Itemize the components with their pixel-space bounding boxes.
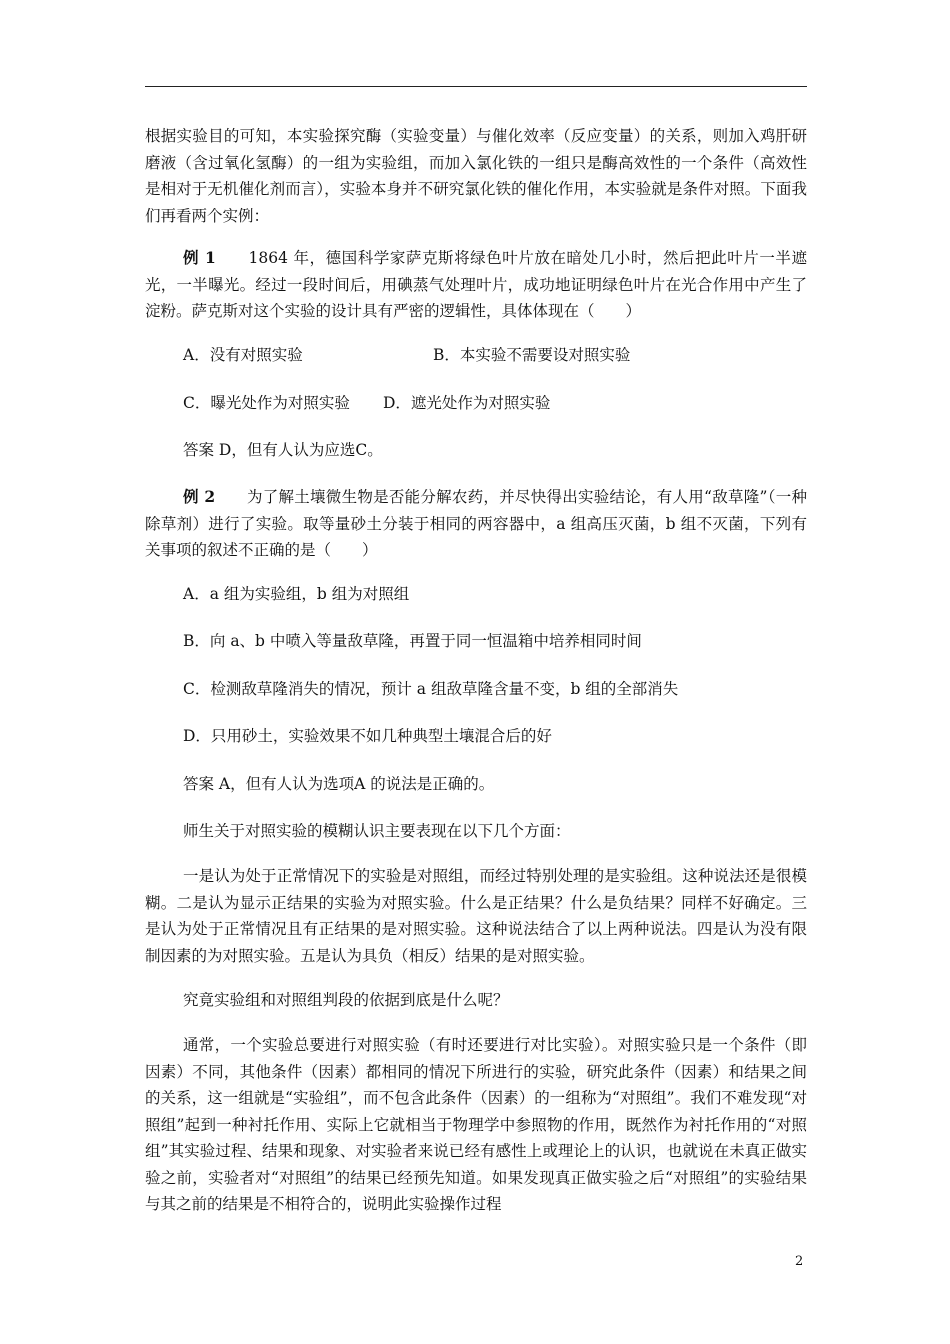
example2-answer: 答案 A，但有人认为选项A 的说法是正确的。 (183, 775, 495, 793)
page-number: 2 (795, 1254, 804, 1269)
example2-label: 例 2 (183, 487, 216, 506)
example2-paragraph (145, 484, 807, 564)
vague-points-paragraph: 一是认为处于正常情况下的实验是对照组，而经过特别处理的是实验组。这种说法还是很模糊。二是认为显示正结果的实验为对照实验。什么是正结果？什么是负结果？同样不好确定。三是认为处于正常情况且有正结果的是对照实验。这种说法结合了以上两种说法。四是认为没有限制因素的为对照实验。五是认为具负（相反）结果的是对照实验。 (145, 867, 807, 965)
example2-question: 为了解土壤微生物是否能分解农药，并尽快得出实验结论，有人用“敌草隆”（一种除草剂）进行了实验。取等量砂土分装于相同的两容器中，a 组高压灭菌，b 组不灭菌，下列有关事项的叙述不正确的是（ ） (145, 488, 807, 559)
example1-option-b: B．本实验不需要设对照实验 (433, 346, 631, 364)
intro-paragraph: 根据实验目的可知，本实验探究酶（实验变量）与催化效率（反应变量）的关系，则加入鸡肝研磨液（含过氧化氢酶）的一组为实验组，而加入氯化铁的一组只是酶高效性的一个条件（高效性是相对于无机催化剂而言），实验本身并不研究氯化铁的催化作用，本实验就是条件对照。下面我们再看两个实例： (145, 127, 807, 225)
example1-option-d: D．遮光处作为对照实验 (383, 394, 551, 412)
example1-option-c: C．曝光处作为对照实验 (183, 394, 350, 412)
example1-paragraph (145, 245, 807, 325)
vague-intro: 师生关于对照实验的模糊认识主要表现在以下几个方面： (183, 822, 571, 840)
example1-question: 1864 年，德国科学家萨克斯将绿色叶片放在暗处几小时，然后把此叶片一半遮光，一半曝光。经过一段时间后，用碘蒸气处理叶片，成功地证明绿色叶片在光合作用中产生了淀粉。萨克斯对这个实验的设计具有严密的逻辑性，具体体现在（ ） (145, 249, 807, 320)
final-paragraph: 通常，一个实验总要进行对照实验（有时还要进行对比实验）。对照实验只是一个条件（即因素）不同，其他条件（因素）都相同的情况下所进行的实验，研究此条件（因素）和结果之间的关系，这一组就是“实验组”，而不包含此条件（因素）的一组称为“对照组”。我们不难发现“对照组”起到一种衬托作用、实际上它就相当于物理学中参照物的作用，既然作为衬托作用的“对照组”其实验过程、结果和现象、对实验者来说已经有感性上或理论上的认识，也就说在未真正做实验之前，实验者对“对照组”的结果已经预先知道。如果发现真正做实验之后“对照组”的实验结果与其之前的结果是不相符合的，说明此实验操作过程 (145, 1036, 807, 1213)
question-line: 究竟实验组和对照组判段的依据到底是什么呢？ (183, 991, 509, 1009)
example2-option-d: D．只用砂土，实验效果不如几种典型土壤混合后的好 (183, 727, 552, 745)
example1-option-a: A．没有对照实验 (183, 346, 303, 364)
header-rule (145, 86, 807, 87)
example2-option-c: C．检测敌草隆消失的情况，预计 a 组敌草隆含量不变，b 组的全部消失 (183, 680, 679, 698)
example1-answer: 答案 D，但有人认为应选C。 (183, 441, 383, 459)
example2-option-a: A．a 组为实验组，b 组为对照组 (183, 585, 410, 603)
example2-option-b: B．向 a、b 中喷入等量敌草隆，再置于同一恒温箱中培养相同时间 (183, 632, 642, 650)
example1-label: 例 1 (183, 248, 216, 267)
